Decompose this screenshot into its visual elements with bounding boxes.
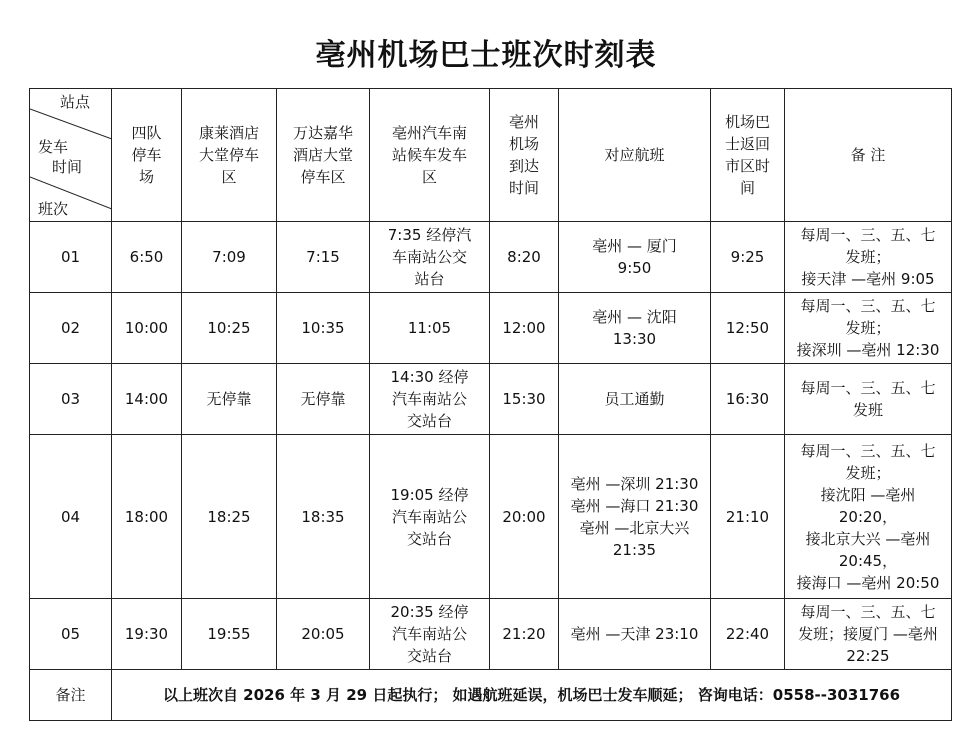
run-number: 02 — [30, 293, 112, 364]
header-row — [30, 89, 952, 222]
col-header-south-station: 亳州汽车南 站候车发车 区 — [370, 89, 490, 222]
footer-remark — [112, 670, 952, 721]
page-title: 亳州机场巴士班次时刻表 — [315, 38, 657, 73]
south-station-time: 11:05 — [370, 293, 490, 364]
return-time: 22:40 — [711, 599, 785, 670]
wanda-time: 20:05 — [277, 599, 370, 670]
airport-arrival-time: 21:20 — [490, 599, 559, 670]
run-number: 05 — [30, 599, 112, 670]
sidui-time: 6:50 — [112, 222, 182, 293]
footer-row — [30, 670, 952, 721]
row-notes: 每周一、三、五、七 发班 — [785, 364, 952, 435]
south-station-time: 19:05 经停 汽车南站公 交站台 — [370, 435, 490, 599]
table-row — [30, 364, 952, 435]
col-header-airport-arrival: 亳州 机场 到达 时间 — [490, 89, 559, 222]
footer-remark-text: 以上班次自 2026 年 3 月 29 日起执行； 如遇航班延误，机场巴士发车顺延； 咨询电话：0558--3031766 — [162, 686, 901, 704]
airport-arrival-time: 12:00 — [490, 293, 559, 364]
wanda-time: 10:35 — [277, 293, 370, 364]
return-time: 9:25 — [711, 222, 785, 293]
airport-arrival-time: 15:30 — [490, 364, 559, 435]
run-number: 04 — [30, 435, 112, 599]
col-header-wanda: 万达嘉华 酒店大堂 停车区 — [277, 89, 370, 222]
col-header-kanglai: 康莱酒店 大堂停车 区 — [182, 89, 277, 222]
col-header-notes: 备 注 — [785, 89, 952, 222]
flight-info: 员工通勤 — [559, 364, 711, 435]
row-notes: 每周一、三、五、七 发班；接厦门 —亳州 22:25 — [785, 599, 952, 670]
table-row — [30, 222, 952, 293]
return-time: 16:30 — [711, 364, 785, 435]
airport-arrival-time: 20:00 — [490, 435, 559, 599]
kanglai-time: 10:25 — [182, 293, 277, 364]
flight-info: 亳州 —天津 23:10 — [559, 599, 711, 670]
airport-arrival-time: 8:20 — [490, 222, 559, 293]
schedule-table — [29, 88, 952, 721]
sidui-time: 18:00 — [112, 435, 182, 599]
run-number: 01 — [30, 222, 112, 293]
footer-label: 备注 — [30, 670, 112, 721]
corner-header-cell — [30, 89, 112, 222]
table-row — [30, 599, 952, 670]
row-notes: 每周一、三、五、七 发班； 接深圳 —亳州 12:30 — [785, 293, 952, 364]
sidui-time: 19:30 — [112, 599, 182, 670]
row-notes: 每周一、三、五、七 发班； 接沈阳 —亳州 20:20， 接北京大兴 —亳州 20:45， 接海口 —亳州 20:50 — [785, 435, 952, 599]
corner-run-label: 班次 — [38, 200, 69, 218]
col-header-sidui: 四队 停车 场 — [112, 89, 182, 222]
table-row — [30, 435, 952, 599]
return-time: 21:10 — [711, 435, 785, 599]
kanglai-time: 无停靠 — [182, 364, 277, 435]
south-station-time: 7:35 经停汽 车南站公交 站台 — [370, 222, 490, 293]
col-header-return: 机场巴 士返回 市区时 间 — [711, 89, 785, 222]
sidui-time: 10:00 — [112, 293, 182, 364]
wanda-time: 7:15 — [277, 222, 370, 293]
wanda-time: 无停靠 — [277, 364, 370, 435]
corner-depart-label-2: 时间 — [52, 158, 83, 176]
kanglai-time: 19:55 — [182, 599, 277, 670]
run-number: 03 — [30, 364, 112, 435]
flight-info: 亳州 — 沈阳 13:30 — [559, 293, 711, 364]
corner-depart-label-1: 发车 — [38, 138, 69, 156]
return-time: 12:50 — [711, 293, 785, 364]
flight-info: 亳州 —深圳 21:30 亳州 —海口 21:30 亳州 —北京大兴 21:35 — [559, 435, 711, 599]
south-station-time: 20:35 经停 汽车南站公 交站台 — [370, 599, 490, 670]
row-notes: 每周一、三、五、七 发班； 接天津 —亳州 9:05 — [785, 222, 952, 293]
col-header-flights: 对应航班 — [559, 89, 711, 222]
kanglai-time: 7:09 — [182, 222, 277, 293]
flight-info: 亳州 — 厦门 9:50 — [559, 222, 711, 293]
wanda-time: 18:35 — [277, 435, 370, 599]
table-row — [30, 293, 952, 364]
sidui-time: 14:00 — [112, 364, 182, 435]
corner-site-label: 站点 — [60, 93, 91, 111]
kanglai-time: 18:25 — [182, 435, 277, 599]
south-station-time: 14:30 经停 汽车南站公 交站台 — [370, 364, 490, 435]
